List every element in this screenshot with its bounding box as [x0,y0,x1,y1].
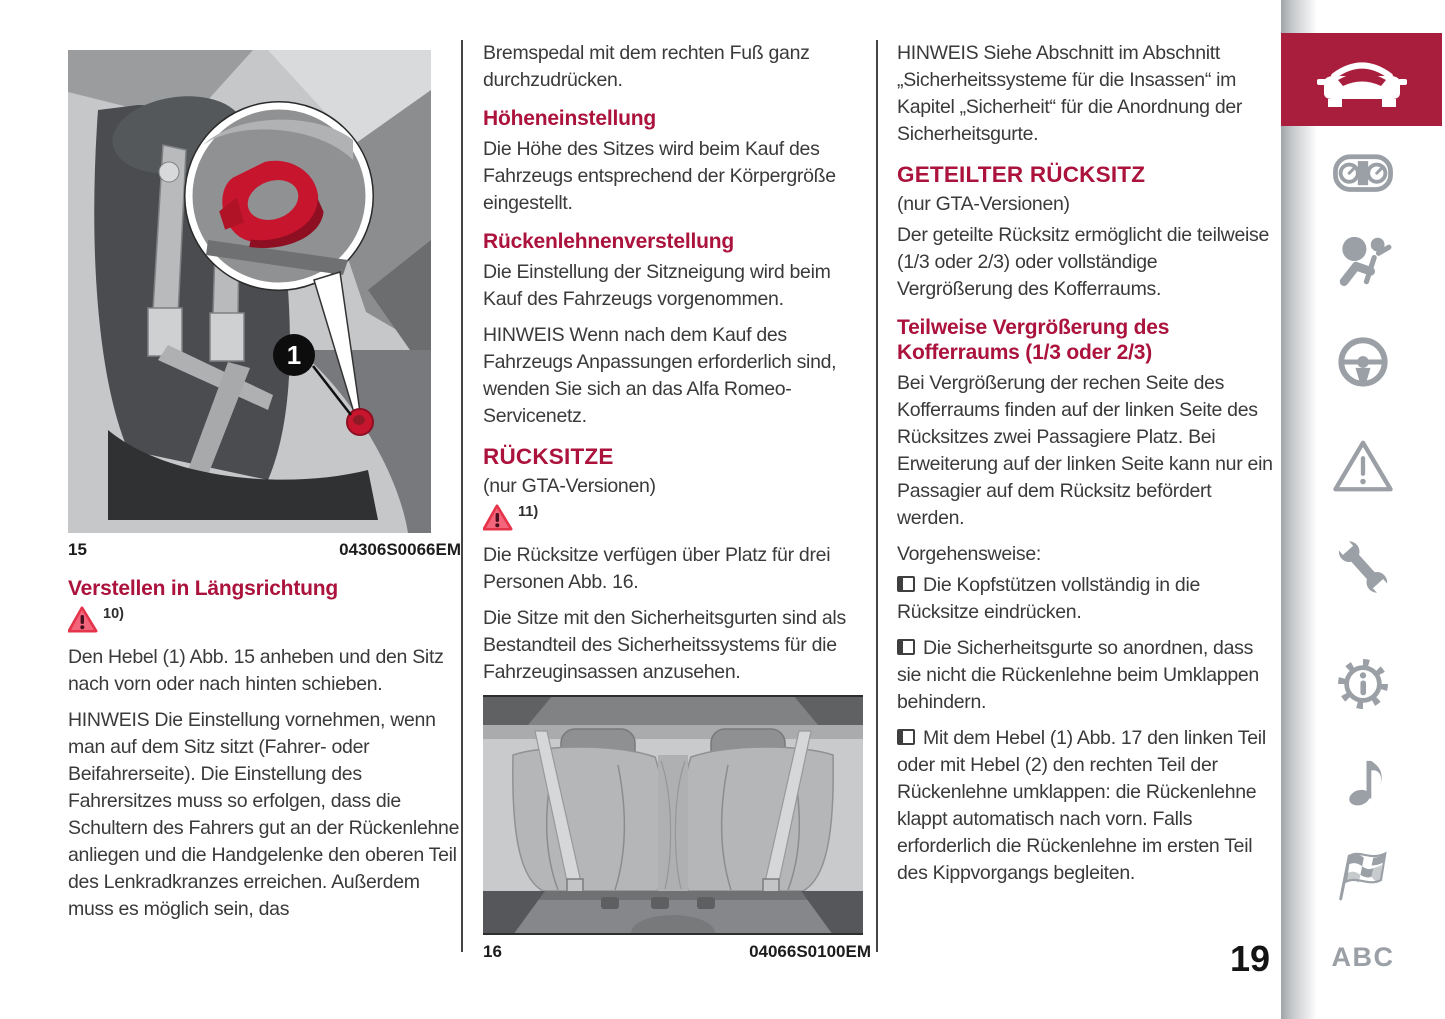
sidebar-tab-active[interactable] [1281,33,1442,126]
paragraph: Bei Vergrößerung der rechen Seite des Kofferraums finden auf der linken Seite des Rücksitzes zwei Passagiere Platz. Bei Erweiterung auf der linken Seite kann nur ein Passagier auf dem Rücksitz befördert werden. [897,372,1273,529]
column-divider [876,40,878,952]
list-item [897,572,1277,626]
figure-15-number: 15 [68,540,87,559]
warning-reference-row [68,606,461,636]
section-heading-rueckenlehnenverstellung: Rückenlehnenverstellung [483,230,734,253]
sidebar-tab-multimedia[interactable] [1332,750,1394,812]
figure-15-code: 04306S0066EM [339,540,461,559]
paragraph: (nur GTA-Versionen) [897,193,1070,215]
column-divider [461,40,463,952]
music-note-icon [1335,750,1391,812]
chapter-heading-geteilter-ruecksitz: GETEILTER RÜCKSITZ [897,162,1146,187]
paragraph: Die Rücksitze verfügen über Platz für drei Personen Abb. 16. [483,544,831,593]
square-bullet-icon [897,639,915,655]
steering-wheel-icon [1333,332,1393,392]
list-item [897,635,1277,716]
section-heading-teilweise-vergroesserung: Teilweise Vergrößerung des Kofferraums (1/3 oder 2/3) [897,316,1170,364]
paragraph: Vorgehensweise: [897,543,1042,565]
gear-info-icon [1332,653,1394,715]
page-edge-shadow [1281,0,1319,1019]
section-heading-hoeheneinstellung: Höheneinstellung [483,107,656,130]
right-column [897,40,1277,896]
sidebar-tab-technical-data[interactable] [1332,653,1394,715]
wrench-icon [1332,534,1394,600]
paragraph: Der geteilte Rücksitz ermöglicht die teilweise (1/3 oder 2/3) oder vollständige Vergrößerung des Kofferraums. [897,224,1270,300]
figure-16-number: 16 [483,942,502,961]
paragraph: HINWEIS Siehe Abschnitt im Abschnitt „Sicherheitssysteme für die Insassen“ im Kapitel „Sicherheit“ für die Anordnung der Sicherheitsgurte. [897,42,1243,145]
list-item [897,725,1277,887]
sidebar-tab-maintenance[interactable] [1332,536,1394,598]
sidebar-tab-airbag[interactable] [1332,230,1394,292]
figure-16-code: 04066S0100EM [749,942,871,961]
chapter-heading-ruecksitze: RÜCKSITZE [483,444,614,469]
figure-16-caption [483,942,871,962]
paragraph: Die Einstellung der Sitzneigung wird beim Kauf des Fahrzeugs vorgenommen. [483,261,831,310]
warning-reference-row [483,504,871,534]
figure-16-rear-seats-photo [483,695,863,935]
paragraph: Den Hebel (1) Abb. 15 anheben und den Sitz nach vorn oder nach hinten schieben. [68,646,444,695]
warning-number: 11) [518,504,539,520]
list-item-text: Mit dem Hebel (1) Abb. 17 den linken Teil oder mit Hebel (2) den rechten Teil der Rückenlehne umklappen: die Rückenlehne klappt automatisch nach vorn. Falls erforderlich die Rückenlehne im ersten Teil des Kippvorgangs begleiten. [897,727,1266,884]
page-number: 19 [1229,938,1270,979]
paragraph: Bremspedal mit dem rechten Fuß ganz durchzudrücken. [483,42,810,91]
warning-number: 10) [103,606,124,622]
warning-triangle-icon [483,504,513,532]
car-icon [1314,49,1410,111]
callout-1-label: 1 [286,340,302,370]
square-bullet-icon [897,729,915,745]
sidebar-tab-performance[interactable] [1332,843,1394,905]
warning-triangle-icon [68,606,98,634]
paragraph: Die Höhe des Sitzes wird beim Kauf des Fahrzeugs entsprechend der Körpergröße eingestellt. [483,138,836,214]
warning-triangle-gray-icon [1332,437,1394,495]
figure-15-seat-photo [68,50,431,533]
sidebar-tab-driving[interactable] [1332,331,1394,393]
square-bullet-icon [897,576,915,592]
middle-column [483,40,871,962]
list-item-text: Die Sicherheitsgurte so anordnen, dass sie nicht die Rückenlehne beim Umklappen behindern. [897,637,1259,713]
left-column [68,50,461,932]
figure-15-caption [68,540,461,560]
sidebar-tab-dashboard[interactable] [1332,143,1394,205]
paragraph: HINWEIS Die Einstellung vornehmen, wenn man auf dem Sitz sitzt (Fahrer- oder Beifahrerseite). Die Einstellung des Fahrersitzes muss so erfolgen, dass die Schultern des Fahrers gut an der Rückenlehne anliegen und die Handgelenke den oberen Teil des Lenkradkranzes erreichen. Außerdem muss es möglich sein, das [68,709,460,920]
paragraph: Die Sitze mit den Sicherheitsgurten sind als Bestandteil des Sicherheitssystems für die Fahrzeuginsassen anzusehen. [483,607,846,683]
sidebar-tab-abc[interactable] [1318,942,1408,973]
abc-label: ABC [1331,942,1395,972]
sidebar-tab-emergency[interactable] [1332,435,1394,497]
dashboard-gauges-icon [1332,148,1394,200]
checkered-flag-icon [1332,844,1394,904]
list-item-text: Die Kopfstützen vollständig in die Rücksitze eindrücken. [897,574,1201,623]
paragraph: (nur GTA-Versionen) [483,475,656,497]
paragraph: HINWEIS Wenn nach dem Kauf des Fahrzeugs Anpassungen erforderlich sind, wenden Sie sich an das Alfa Romeo-Servicenetz. [483,324,837,427]
section-heading-verstellen: Verstellen in Längsrichtung [68,577,338,600]
airbag-icon [1332,229,1394,293]
